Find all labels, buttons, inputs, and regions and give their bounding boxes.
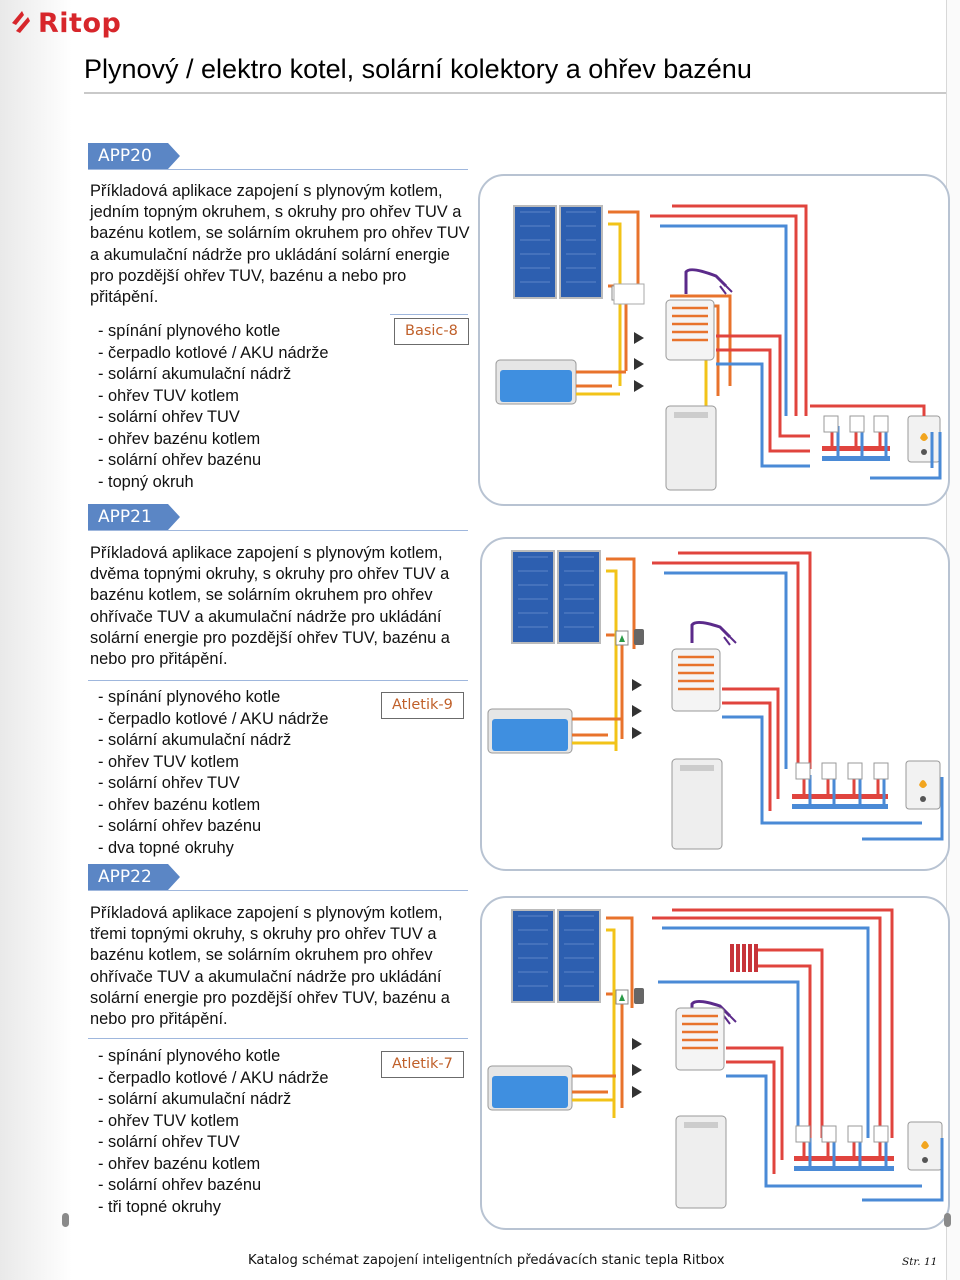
valve-icon <box>634 332 644 392</box>
app-divider <box>390 314 468 315</box>
heating-boiler-icon <box>908 1122 942 1170</box>
function-item: - solární ohřev bazénu <box>98 817 262 835</box>
app-description: Příkladová aplikace zapojení s plynovým kotlem, třemi topnými okruhy, s okruhy pro ohřev TUV a bazénu kotlem, se solárním okruhem pro ohřev ohřívače TUV a akumulační nádrže pro ukládání solární energie pro pozdější ohřev TUV, bazénu a nebo pro přitápění. <box>90 904 450 1029</box>
storage-tank-icon <box>666 406 716 490</box>
function-item: - spínání plynového kotle <box>98 688 281 706</box>
function-item: - topný okruh <box>98 472 194 491</box>
app-divider <box>88 169 468 170</box>
boiler-icon <box>666 300 714 360</box>
model-label: Atletik-9 <box>381 692 464 719</box>
page-left-shade <box>0 0 72 1280</box>
app-divider <box>88 1038 468 1039</box>
distribution-manifold-icon <box>794 1126 894 1171</box>
function-item: - ohřev TUV kotlem <box>98 386 239 405</box>
function-item: - solární ohřev TUV <box>98 774 240 792</box>
diagram-svg <box>482 898 950 1230</box>
function-list <box>98 321 329 493</box>
function-item: - tři topné okruhy <box>98 1197 221 1216</box>
function-list <box>98 687 329 859</box>
solar-collector-icon <box>512 551 600 643</box>
function-item: - ohřev bazénu kotlem <box>98 1154 261 1173</box>
function-item: - ohřev bazénu kotlem <box>98 795 261 814</box>
radiator-icon <box>730 944 758 972</box>
function-item: - spínání plynového kotle <box>98 1047 281 1065</box>
heating-boiler-icon <box>906 761 940 809</box>
system-diagram-app22 <box>480 896 950 1230</box>
controller-icon <box>614 284 644 304</box>
function-list <box>98 1046 329 1218</box>
function-item: - solární ohřev TUV <box>98 1133 240 1151</box>
pump-icon <box>616 988 644 1004</box>
page-title: Plynový / elektro kotel, solární kolektory a ohřev bazénu <box>84 54 752 84</box>
app-tag-app20: APP20 <box>88 143 168 169</box>
function-item: - solární akumulační nádrž <box>98 731 292 749</box>
boiler-icon <box>672 649 720 711</box>
logo-mark-icon <box>10 9 34 39</box>
function-item: - čerpadlo kotlové / AKU nádrže <box>98 343 329 362</box>
function-item: - ohřev bazénu kotlem <box>98 429 261 448</box>
app-description: Příkladová aplikace zapojení s plynovým kotlem, dvěma topnými okruhy, s okruhy pro ohřev TUV a bazénu kotlem, se solárním okruhem pro ohřev ohřívače TUV a akumulační nádrže pro ukládání solární energie pro pozdější ohřev TUV, bazénu a nebo pro přitápění. <box>90 544 450 669</box>
distribution-manifold-icon <box>822 416 890 461</box>
app-tag-app22: APP22 <box>88 864 168 890</box>
pool-icon <box>488 709 622 753</box>
footer-catalog-title: Katalog schémat zapojení inteligentních předávacích stanic tepla Ritbox <box>248 1253 725 1268</box>
pool-icon <box>496 360 626 404</box>
scroll-marker-left <box>62 1213 69 1227</box>
function-item: - solární ohřev TUV <box>98 408 240 426</box>
pump-icon <box>616 629 644 645</box>
app-divider <box>88 890 468 891</box>
function-item: - ohřev TUV kotlem <box>98 1111 239 1130</box>
app-tag-app21: APP21 <box>88 504 168 530</box>
scroll-marker-right <box>944 1213 951 1227</box>
brand-logo <box>10 8 121 39</box>
heating-boiler-icon <box>908 416 940 462</box>
pool-icon <box>488 1066 616 1110</box>
function-item: - solární ohřev bazénu <box>98 1176 262 1194</box>
model-label: Basic-8 <box>394 318 469 345</box>
function-item: - spínání plynového kotle <box>98 322 281 340</box>
boiler-icon <box>676 1008 724 1070</box>
solar-collector-icon <box>512 910 600 1002</box>
function-item: - čerpadlo kotlové / AKU nádrže <box>98 709 329 728</box>
function-item: - solární akumulační nádrž <box>98 365 292 383</box>
model-label: Atletik-7 <box>381 1051 464 1078</box>
system-diagram-app21 <box>480 537 950 871</box>
diagram-svg <box>482 539 950 871</box>
storage-tank-icon <box>676 1116 726 1208</box>
function-item: - solární ohřev bazénu <box>98 451 262 469</box>
distribution-manifold-icon <box>792 763 888 809</box>
system-diagram-app20 <box>478 174 950 506</box>
valve-icon <box>632 1038 642 1098</box>
shower-icon <box>692 622 736 645</box>
function-item: - ohřev TUV kotlem <box>98 752 239 771</box>
app-description: Příkladová aplikace zapojení s plynovým kotlem, jedním topným okruhem, s okruhy pro ohřev TUV a bazénu kotlem, se solárním okruhem pro ohřev TUV a akumulační nádrže pro ukládání solární energie pro pozdější ohřev TUV, bazénu a nebo pro přitápění. <box>90 182 470 307</box>
brand-name: Ritop <box>38 8 122 39</box>
title-underline <box>84 92 946 94</box>
diagram-svg <box>480 176 950 506</box>
storage-tank-icon <box>672 759 722 849</box>
page-number: Str. 11 <box>902 1256 938 1268</box>
solar-collector-icon <box>514 206 602 298</box>
function-item: - solární akumulační nádrž <box>98 1090 292 1108</box>
shower-icon <box>686 270 732 294</box>
function-item: - čerpadlo kotlové / AKU nádrže <box>98 1068 329 1087</box>
function-item: - dva topné okruhy <box>98 838 234 857</box>
valve-icon <box>632 679 642 739</box>
app-divider <box>88 680 468 681</box>
app-divider <box>88 530 468 531</box>
